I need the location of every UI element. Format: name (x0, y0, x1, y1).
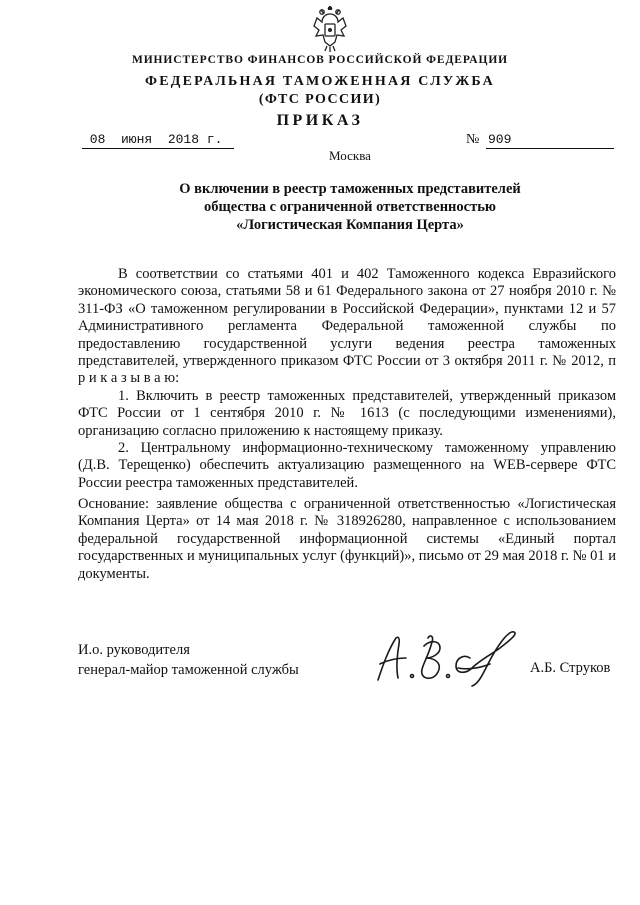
document-type: ПРИКАЗ (276, 112, 364, 129)
order-date: 08 июня 2018 г. (82, 132, 234, 149)
handwritten-signature (372, 628, 522, 688)
body-paragraph: 2. Центральному информационно-техническому таможенному управлению (Д.В. Терещенко) обеспечить актуализацию размещенного на WEB-сервере ФТС России реестра таможенных представителей. (78, 440, 616, 491)
title-line: О включении в реестр таможенных представителей (179, 181, 521, 197)
body-paragraph: 1. Включить в реестр таможенных представителей, утвержденный приказом ФТС России от 1 сентября 2010 г. № 1613 (с последующими изменениями), организацию согласно приложению к настоящему приказу. (78, 387, 616, 439)
basis-text: Основание: заявление общества с ограниченной ответственностью «Логистическая Компания Церта» от 14 мая 2018 г. № 318926280, направленное с использованием федеральной государственной информационной системы «Единый портал государственных и муниципальных услуг (функций)», письмо от 29 мая 2018 г. № 01 и документы. (78, 496, 616, 582)
eagle-emblem-icon (311, 6, 349, 52)
title-line: общества с ограниченной ответственностью (204, 199, 496, 215)
service-short-name: (ФТС РОССИИ) (258, 92, 382, 107)
signatory-name: А.Б. Струков (530, 660, 611, 676)
signatory-position (78, 640, 299, 680)
order-number: 909 (486, 132, 614, 149)
ministry-name: МИНИСТЕРСТВО ФИНАНСОВ РОССИЙСКОЙ ФЕДЕРАЦИИ (131, 54, 509, 66)
order-title (0, 180, 640, 234)
city: Москва (329, 148, 371, 163)
service-name: ФЕДЕРАЛЬНАЯ ТАМОЖЕННАЯ СЛУЖБА (145, 74, 495, 89)
basis-section (78, 496, 616, 583)
position-line: И.о. руководителя (78, 642, 190, 658)
position-line: генерал-майор таможенной службы (78, 662, 299, 678)
body-paragraph: В соответствии со статьями 401 и 402 Таможенного кодекса Евразийского экономического союза, статьями 58 и 61 Федерального закона от 27 ноября 2010 г. № 311-ФЗ «О таможенном регулировании в Российской Федерации», пунктами 12 и 57 Административного регламента Федеральной таможенной службы по предоставлению государственной услуги ведения реестра таможенных представителей, утвержденного приказом ФТС России от 3 октября 2011 г. № 2012, п р и к а з ы в а ю: (78, 266, 616, 387)
order-body (78, 266, 616, 492)
title-line: «Логистическая Компания Церта» (236, 217, 464, 233)
number-sign: № (466, 132, 480, 147)
